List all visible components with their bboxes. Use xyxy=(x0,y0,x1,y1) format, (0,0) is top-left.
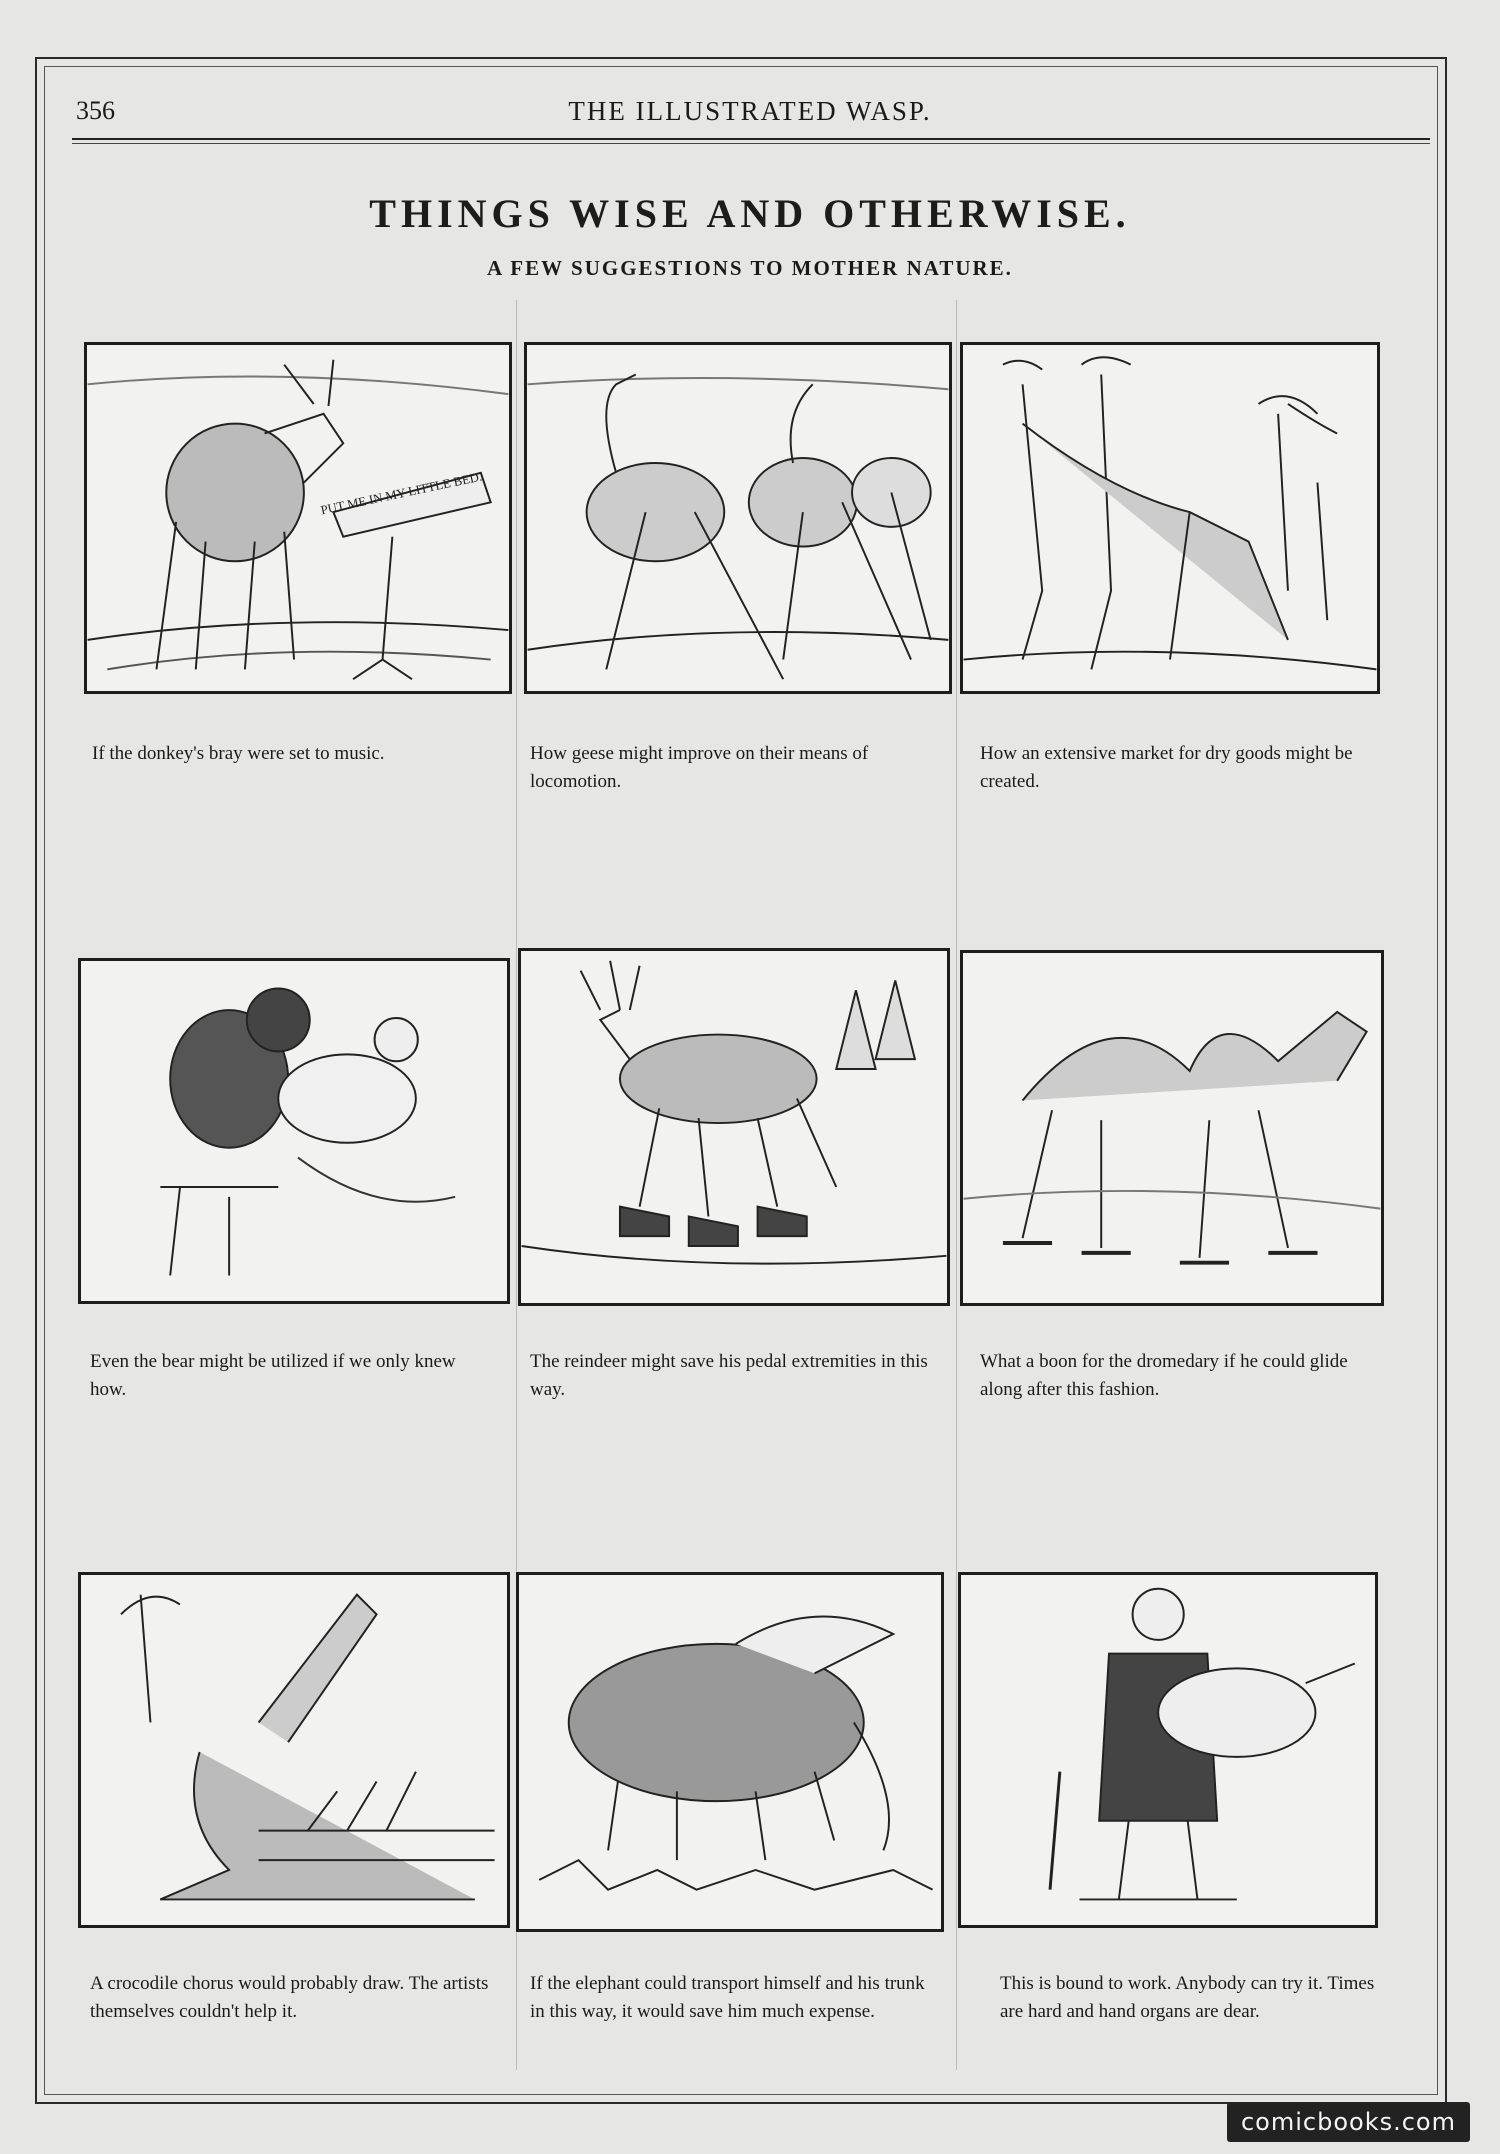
caption-elephant: If the elephant could transport himself and his trunk in this way, it would save him much expense. xyxy=(530,1973,925,2022)
header-rule xyxy=(72,138,1430,140)
reindeer-illustration xyxy=(521,951,947,1303)
dromedary-illustration xyxy=(963,953,1381,1303)
caption-organ-grinder: This is bound to work. Anybody can try it. Times are hard and hand organs are dear. xyxy=(1000,1973,1375,2022)
caption-dromedary: What a boon for the dromedary if he could glide along after this fashion. xyxy=(980,1351,1348,1400)
organ-grinder-illustration xyxy=(961,1575,1375,1925)
caption-reindeer: The reindeer might save his pedal extremities in this way. xyxy=(530,1351,928,1400)
panel-geese xyxy=(524,342,952,694)
header-rule-thin xyxy=(72,143,1430,144)
article-subtitle: A FEW SUGGESTIONS TO MOTHER NATURE. xyxy=(487,256,1013,280)
geese-illustration xyxy=(527,345,949,691)
panel-elephant xyxy=(516,1572,944,1932)
caption-donkey: If the donkey's bray were set to music. xyxy=(92,743,385,764)
article-title: THINGS WISE AND OTHERWISE. xyxy=(369,191,1131,236)
giraffes-illustration xyxy=(963,345,1377,691)
running-head: THE ILLUSTRATED WASP. xyxy=(568,96,932,126)
bear-illustration xyxy=(81,961,507,1301)
panel-crocodile xyxy=(78,1572,510,1928)
page-number: 356 xyxy=(76,96,115,125)
caption-geese: How geese might improve on their means of locomotion. xyxy=(530,743,869,792)
crocodile-illustration xyxy=(81,1575,507,1925)
donkey-illustration xyxy=(87,345,509,691)
elephant-illustration xyxy=(519,1575,941,1929)
panel-donkey xyxy=(84,342,512,694)
panel-giraffes xyxy=(960,342,1380,694)
panel-organ-grinder xyxy=(958,1572,1378,1928)
songbook-text: PUT ME IN MY LITTLE BED. xyxy=(319,469,484,518)
caption-bear: Even the bear might be utilized if we only knew how. xyxy=(90,1351,456,1400)
panel-bear xyxy=(78,958,510,1304)
panel-reindeer xyxy=(518,948,950,1306)
panel-dromedary xyxy=(960,950,1384,1306)
column-rule xyxy=(956,300,957,2070)
caption-giraffes: How an extensive market for dry goods might be created. xyxy=(980,743,1353,792)
caption-crocodile: A crocodile chorus would probably draw. The artists themselves couldn't help it. xyxy=(90,1973,489,2022)
watermark: comicbooks.com xyxy=(1227,2102,1470,2142)
